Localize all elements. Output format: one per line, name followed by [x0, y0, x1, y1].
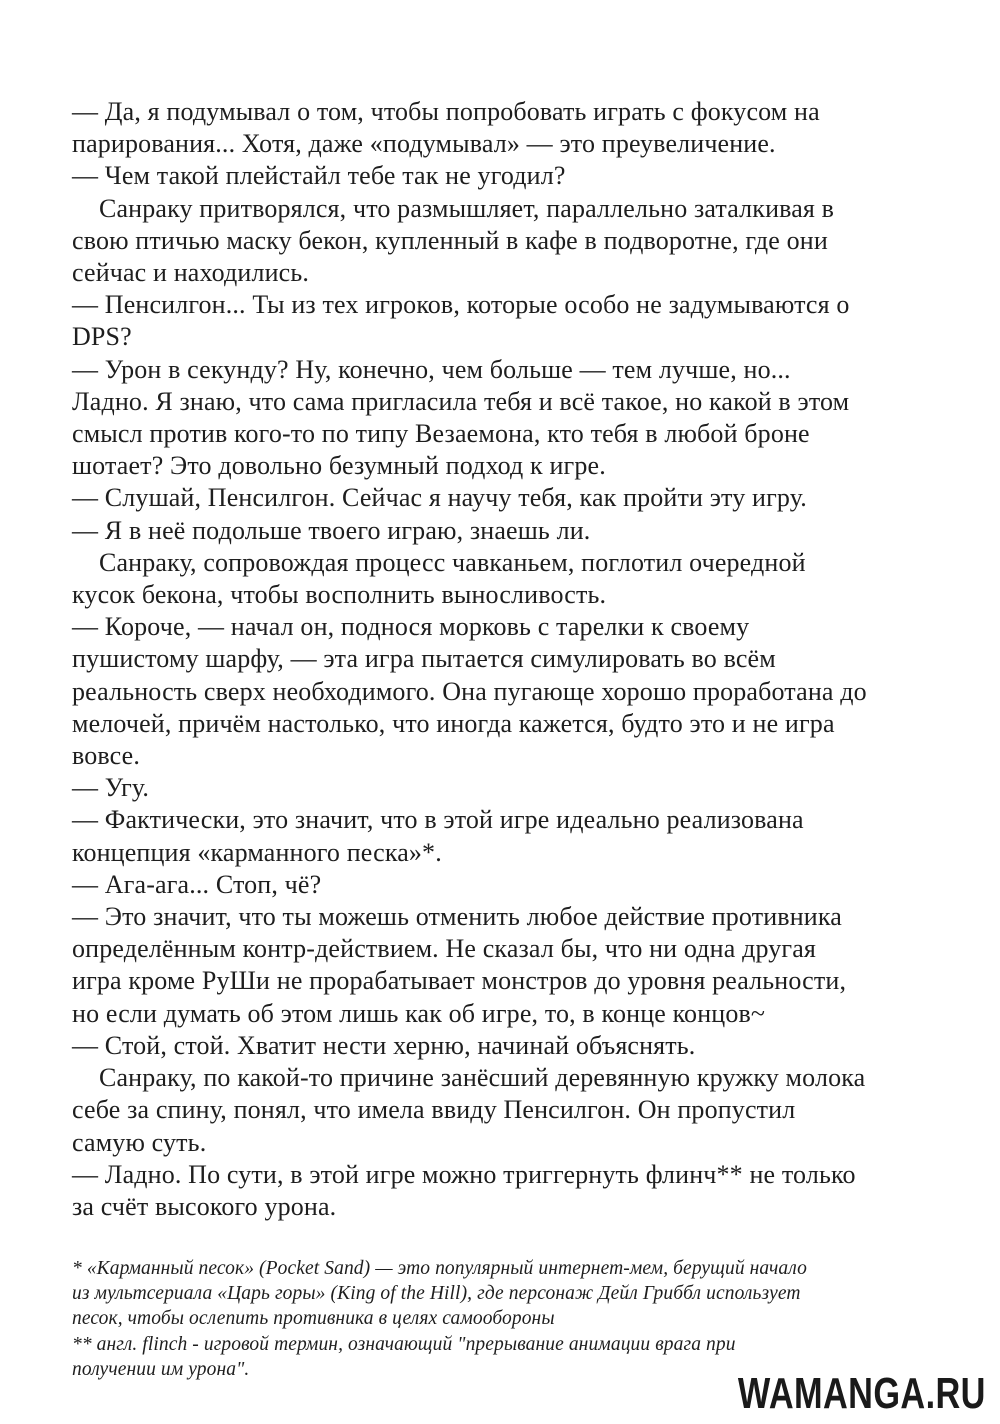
- text-line: — Ладно. По сути, в этой игре можно триггернуть флинч** не только: [72, 1159, 856, 1189]
- footnote-line: * «Карманный песок» (Pocket Sand) — это популярный интернет-мем, берущий начало: [72, 1258, 807, 1279]
- footnote-line: песок, чтобы ослепить противника в целях самообороны: [72, 1308, 555, 1330]
- text-line: — Урон в секунду? Ну, конечно, чем больше — тем лучше, но...: [72, 354, 791, 384]
- text-line: концепция «карманного песка»*.: [72, 837, 442, 867]
- text-line: DPS?: [72, 322, 132, 352]
- text-line: реальность сверх необходимого. Она пугающе хорошо проработана до: [72, 676, 867, 706]
- text-line: Санраку, по какой-то причине занёсший деревянную кружку молока: [99, 1063, 866, 1093]
- text-line: свою птичью маску бекон, купленный в кафе в подворотне, где они: [72, 225, 828, 255]
- text-line: — Чем такой плейстайл тебе так не угодил?: [72, 161, 566, 191]
- text-line: мелочей, причём настолько, что иногда кажется, будто это и не игра: [72, 708, 835, 738]
- footnotes: [72, 1256, 912, 1382]
- text-line: шотает? Это довольно безумный подход к игре.: [72, 451, 606, 481]
- footnote-line: из мультсериала «Царь горы» (King of the Hill), где персонаж Дейл Гриббл использует: [72, 1283, 801, 1305]
- text-line: смысл против кого-то по типу Везаемона, кто тебя в любой броне: [72, 419, 810, 449]
- text-line: игра кроме РуШи не прорабатывает монстров до уровня реальности,: [72, 966, 847, 996]
- text-line: — Пенсилгон... Ты из тех игроков, которые особо не задумываются о: [72, 290, 850, 320]
- story-text: [72, 96, 892, 1223]
- text-line: пушистому шарфу, — эта игра пытается симулировать во всём: [72, 644, 776, 674]
- footnote-line: ** англ. flinch - игровой термин, означающий "прерывание анимации врага при: [72, 1333, 736, 1355]
- text-line: парирования... Хотя, даже «подумывал» — это преувеличение.: [72, 129, 776, 159]
- text-line: сейчас и находились.: [72, 258, 310, 288]
- text-line: — Стой, стой. Хватит нести херню, начинай объяснять.: [72, 1030, 696, 1060]
- text-line: самую суть.: [72, 1127, 207, 1157]
- text-line: — Фактически, это значит, что в этой игре идеально реализована: [72, 805, 804, 835]
- text-line: — Да, я подумывал о том, чтобы попробовать играть с фокусом на: [72, 97, 820, 126]
- text-line: себе за спину, понял, что имела ввиду Пенсилгон. Он пропустил: [72, 1095, 796, 1125]
- text-line: — Это значит, что ты можешь отменить любое действие противника: [72, 902, 842, 932]
- footnote-line: получении им урона".: [72, 1358, 250, 1380]
- text-line: за счёт высокого урона.: [72, 1191, 337, 1221]
- text-line: Ладно. Я знаю, что сама пригласила тебя и всё такое, но какой в этом: [72, 386, 850, 416]
- text-line: — Слушай, Пенсилгон. Сейчас я научу тебя, как пройти эту игру.: [72, 483, 807, 513]
- text-line: Санраку, сопровождая процесс чавканьем, поглотил очередной: [99, 547, 806, 577]
- text-line: вовсе.: [72, 741, 141, 771]
- text-line: но если думать об этом лишь как об игре, то, в конце концов~: [72, 998, 766, 1028]
- text-line: Санраку притворялся, что размышляет, параллельно заталкивая в: [99, 193, 835, 223]
- site-watermark: WAMANGA.RU: [738, 1369, 986, 1418]
- text-line: — Ага-ага... Стоп, чё?: [72, 869, 322, 899]
- text-line: — Я в неё подольше твоего играю, знаешь ли.: [72, 515, 591, 545]
- text-line: определённым контр-действием. Не сказал бы, что ни одна другая: [72, 934, 817, 964]
- text-line: — Короче, — начал он, поднося морковь с тарелки к своему: [72, 612, 750, 642]
- text-line: — Угу.: [72, 773, 150, 803]
- text-line: кусок бекона, чтобы восполнить выносливость.: [72, 580, 607, 610]
